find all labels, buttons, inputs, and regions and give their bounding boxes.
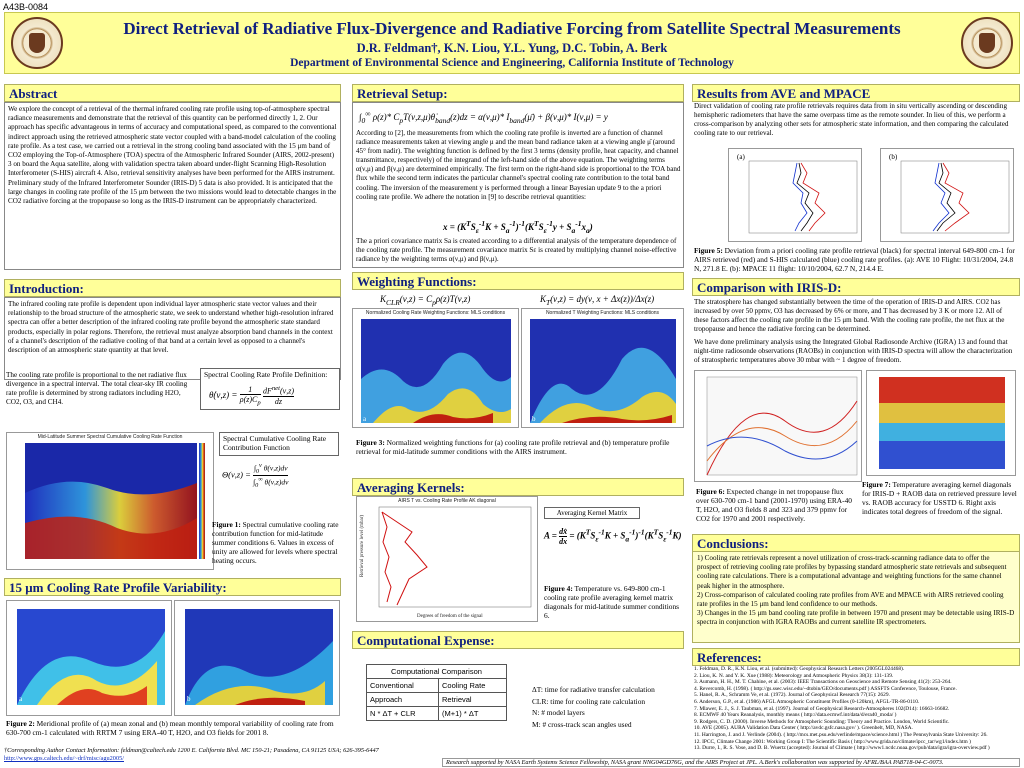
figure-1-heatmap <box>7 433 214 570</box>
figure-3-caption <box>356 438 684 456</box>
figure-3-caption-text: Normalized weighting functions for (a) cooling rate profile retrieval and (b) temperature profile retrieval for mid-latitude summer conditions with the AIRS instrument. <box>356 438 670 456</box>
figure-6-caption <box>696 487 856 523</box>
cooling-rate-definition-label: Spectral Cooling Rate Profile Definition: <box>204 370 328 379</box>
figure-3b-title: Normalized T Weighting Functions: MLS conditions <box>545 310 660 316</box>
figure-5b-lines <box>881 149 1014 242</box>
contact-info: †Corresponding Author Contact Information: feldman@caltech.edu 1200 E. California Blvd. MC 150-21; Pasadena, CA 91125 USA; 626-395-6447 <box>4 747 379 754</box>
averaging-kernel-label: Averaging Kernel Matrix <box>544 507 640 519</box>
computation-note: N: # model layers <box>532 708 585 717</box>
cooling-rate-definition-box <box>200 368 340 410</box>
list-item: 8. ECMWF 40 Years Reanalysis, monthly means ( http://data.ecmwf.int/data/d/era40_moda/ ) <box>694 712 897 719</box>
cumulative-function-equation: Θ(ν,z) = $\frac{\int_0^\nu \thetȧ(\nu,z)d\nu}{\int_0^\infty \thetȧ(\nu,z)d\nu}$ <box>222 462 289 489</box>
iris-text: The stratosphere has changed substantially between the time of the operation of IRIS-D and AIRS. CO2 has increased by over 50 ppmv, O3 has decreased by 6% or more, and T has decreased by 3 K or more 12. All of these factors affect the cooling rate profile in the 15 μm band. With the cooling rate profile, the net flux at the tropopause and hence the radiative forcing can be determined. <box>694 298 1005 334</box>
computation-table-title: Computational Comparison <box>367 665 507 679</box>
temperature-kernel-equation: $K_T(\nu,z) = dy(\nu$, x + Δx(z))/Δx(z) <box>540 294 655 307</box>
retrieval-update-equation: $x = (K^TS_\varepsilon^{-1}K + S_a^{-1})^{-1}(K^TS_\varepsilon^{-1}y + S_a^{-1}x_a)$ <box>443 219 593 235</box>
figure-6-plot <box>694 370 862 482</box>
figure-7-caption <box>862 480 1018 516</box>
figure-5a-plot <box>728 148 862 242</box>
figure-5a-panel-label: (a) <box>737 153 745 161</box>
list-item: 13. Durre, I., R. S. Vose, and D. B. Wuertz (accepted): Journal of Climate ( http://www1.ncdc.noaa.gov/pub/data/igra/igra-overview.pdf ) <box>694 745 990 752</box>
figure-2b-contour <box>175 601 340 716</box>
figure-7-caption-text: Temperature averaging kernel diagonals for IRIS-D + RAOB data on retrieved pressure level vs. RAOB accuracy for USSTD 6. Right axis indicates total degrees of freedom of the signal. <box>862 480 1017 516</box>
figure-3a-plot <box>352 308 519 428</box>
figure-5b-panel-label: (b) <box>889 153 898 161</box>
table-cell: Approach <box>367 693 439 707</box>
list-item: 12. IPCC, Climate Change 2001: Working Group I: The Scientific Basis ( http://www.grida.no/climate/ipcc_tar/wg1/index.htm ) <box>694 738 971 745</box>
footer-contact <box>4 747 440 763</box>
figure-4-caption-label: Figure 4: <box>544 584 573 593</box>
list-item: 5. Hanel, R. A., Schramm Ve, et al. (1972). Journal of Geophysical Research 77(15): 2629. <box>694 692 890 699</box>
iris-text-2: We have done preliminary analysis using the Integrated Global Radiosonde Archive (IGRA) 13 and found that night-time radiosonde observations (RAOBs) in conjunction with IRIS-D spectra will allow the characterization of stratospheric temperatures above 30 mbar with ~ 1 degree of freedom. <box>694 338 1013 365</box>
poster-department: Department of Environmental Science and Engineering, California Institute of Technology <box>290 57 734 69</box>
figure-2-caption <box>6 719 340 737</box>
table-cell: Conventional <box>367 679 439 693</box>
kernels-heading: Averaging Kernels: <box>352 478 684 496</box>
list-item: 3. Aumann, H. H., M. T. Chahine, et al. (2003): IEEE Transactions on Geoscience and Remote Sensing 41(2): 253-264. <box>694 679 952 686</box>
figure-6-contour <box>695 371 862 482</box>
figure-2b-panel-label: b <box>187 695 191 703</box>
cooling-rate-kernel-equation: $K_{CLR}(\nu,z) = C_p\rho(z)T(\nu,z)$ <box>380 294 471 307</box>
computation-note: M: # cross-track scan angles used <box>532 719 632 729</box>
retrieval-main-equation: $\int_0^\infty$ ρ(z)* $C_pT(\nu,z,\mu)\thetȧ_{band}(z)dz = \alpha(\nu,\mu)*$ $I_{band}(\mū) + \beta(\nu,\mu)*$ I(ν,μ) = y <box>359 109 608 125</box>
cumulative-function-label: Spectral Cumulative Cooling Rate Contribution Function <box>219 432 339 456</box>
figure-4-ylabel: Retrieval pressure level (mbar) <box>360 514 365 577</box>
figure-2-caption-label: Figure 2: <box>6 719 35 728</box>
figure-5-caption-label: Figure 5: <box>694 246 723 255</box>
references-list <box>694 666 1020 754</box>
list-item: 6. Anderson, G.P., et al. (1986) AFGL Atmospheric Constituent Profiles (0-120km), AFGL-TR-86-0110. <box>694 698 920 705</box>
figure-4-caption <box>544 584 684 620</box>
retrieval-box <box>352 102 684 268</box>
list-item: 2) Cross-comparison of calculated cooling rate profiles from AVE and MPACE with AIRS retrieved cooling rate profiles in the 15 μm band lend confidence to our methods. <box>697 590 1004 609</box>
figure-4-xlabel: Degrees of freedom of the signal <box>417 614 483 619</box>
figure-2a-panel-label: a <box>19 695 23 703</box>
figure-2-caption-text: Meridional profile of (a) mean zonal and (b) mean monthly temporal variability of cooling rate from 630-700 cm-1 calculated with RRTM 7 using ERA-40 T, H2O, and O3 fields for 2001 8. <box>6 719 334 737</box>
computation-notes <box>532 684 684 730</box>
list-item: 1. Feldman, D. R., K.N. Liou, et al. (submitted): Geophysical Research Letters (2005GL024468). <box>694 666 905 672</box>
figure-2b-plot <box>174 600 340 716</box>
list-item: 9. Rodgers, C. D. (2000). Inverse Methods for Atmospheric Sounding: Theory and Practice. London, World Scientific. <box>694 718 950 725</box>
variability-heading: 15 μm Cooling Rate Profile Variability: <box>4 578 341 596</box>
computation-note: ΔT: time for radiative transfer calculation <box>532 685 655 694</box>
table-cell: N * ΔT + CLR <box>367 707 439 721</box>
results-text: Direct validation of cooling rate profile retrievals requires data from in situ vertically ascending or descending hemispheric radiometers that have the same overpass time as the remote sounder. In lieu of this, we perform a cross-comparison by analyzing other sets for atmospheric state information, and then comparing the calculated cooling rate to our retrieval. <box>694 102 1009 138</box>
figure-3a-heatmap <box>353 309 519 428</box>
figure-2a-contour <box>7 601 172 716</box>
figure-4-lines <box>357 497 538 622</box>
figure-1-caption-label: Figure 1: <box>212 520 241 529</box>
retrieval-heading: Retrieval Setup: <box>352 84 684 102</box>
figure-6-caption-text: Expected change in net tropopause flux over 630-700 cm-1 band (2001-1970) using ERA-40 T, H2O, and O3 fields 8 and 323 and 379 ppmv for CO2 for 1970 and 2001 respectively. <box>696 487 852 523</box>
figure-4-caption-text: Temperature vs. 649-800 cm-1 cooling rate profile averaging kernel matrix diagonals for mid-latitude summer conditions 6. <box>544 584 680 620</box>
table-cell: Cooling Rate <box>439 679 507 693</box>
figure-1-title: Mid-Latitude Summer Spectral Cumulative Cooling Rate Function <box>37 434 183 440</box>
weighting-heading: Weighting Functions: <box>352 272 684 290</box>
list-item: 3) Changes in the 15 μm band cooling rate profile in between 1970 and present may be detectable using IRIS-D spectra in conjunction with IGRA RAOBs and current satellite IR spectrometers. <box>697 609 1015 627</box>
figure-1-caption <box>212 520 340 565</box>
retrieval-text-2: The a priori covariance matrix Sa is created according to a differential analysis of the temperature dependence of the cooling rate profile. The measurement covariance matrix Sε is created by multiplying channel noise-effective radiance by the weighting terms α(ν,μ) and β(ν,μ). <box>356 237 677 264</box>
list-item: 2. Liou, K. N. and Y. K. Xue (1988): Meteorology and Atmospheric Physics 38(3): 131-139. <box>694 672 894 679</box>
figure-2a-plot <box>6 600 172 716</box>
figure-7-plot <box>866 370 1016 476</box>
poster-authors: D.R. Feldman†, K.N. Liou, Y.L. Yung, D.C. Tobin, A. Berk <box>356 41 668 55</box>
list-item: 11. Harrington, J. and J. Verlinde (2004). ( http://mcs.met.psu.edu/verlinde/mpace/science.html ) The Pennsylvania State University: 26. <box>694 731 988 738</box>
iris-heading: Comparison with IRIS-D: <box>692 278 1020 296</box>
figure-1-caption-text: Spectral cumulative cooling rate contribution function for mid-latitude summer conditions 6. Values in excess of unity are allowed for levels where spectral heating occurs. <box>212 520 339 565</box>
abstract-text: We explore the concept of a retrieval of the thermal infrared cooling rate profile using top-of-atmosphere spectral radiance measurements and demonstrate that the retrieval of this quantity can be performed directly 1, 2. Our approach has specific advantageous in terms of accuracy and computational speed, as compared to the conventional indirect approach using the retrieved atmospheric state vector coupled with a band-model calculation of the cooling rate profile. As a test case, we carried out a retrieval in the strong cooling band associated with the 15 μm band of CO2 employing the Top-of-Atmosphere (TOA) spectra of the Atmospheric Infrared Sounder (AIRS, 2002-present) 3 on board the Aqua satellite, along with validation spectra taken aboard under-flight Scanning High-Resolution Interferometer (S-HIS) aircraft 4. Also, retrieval sensitivity analyses have been performed for the AIRS instrument. Preliminary study of the Infrared Interferometer Sounder (IRIS-D) 5 data is also provided. It is anticipated that the large changes in cooling rate profile of the 15 μm between the two missions would lead to detectable changes in the CO2 radiative forcing at the tropopause so long as the IRIS-D instrument can be appropriately characterized. <box>4 102 341 270</box>
computation-note: CLR: time for cooling rate calculation <box>532 696 646 706</box>
funding-note: Research supported by NASA Earth Systems Science Fellowship, NASA grant NNG04GD76G, and the AIRS Project at JPL. A.Berk's collaboration was supported by AFRL/BAA PA8718-04-C-0073. <box>442 758 1020 767</box>
averaging-kernel-equation: A = $\frac{dx̂}{dx}$ = $(K^TS_\varepsilon^{-1}K + S_a^{-1})^{-1}(K^TS_\varepsilon^{-1}K)$ <box>544 527 682 546</box>
list-item: 4. Revercomb, H. (1998). ( http://gs.ssec.wisc.edu/~dtobin/GEO/documents.pdf ) ASSFTS Conference, Toulouse, France. <box>694 685 957 692</box>
references-heading: References: <box>692 648 1020 666</box>
computation-table <box>366 664 507 721</box>
poster-id: A43B-0084 <box>3 2 49 12</box>
poster-title: Direct Retrieval of Radiative Flux-Divergence and Radiative Forcing from Satellite Spectral Measurements <box>123 19 901 38</box>
conclusions-heading: Conclusions: <box>692 534 1020 552</box>
poster-url-link[interactable]: http://www.gps.caltech.edu/~drf/misc/agu2005/ <box>4 755 124 762</box>
list-item: 1) Cooling rate retrievals represent a novel utilization of cross-track-scanning radiance data to offer the prospect of retrieving cooling rate profiles by bypassing standard atmospheric state retrievals and subsequent cooling rate calculations. There is a computational advantage and weighting functions for the same channel peak higher in the atmosphere. <box>697 554 1007 590</box>
retrieval-text: According to [2], the measurements from which the cooling rate profile is inverted are a function of channel radiance measurements taken at viewing angle μ and the mean band radiance taken at a viewing angle μ̄ (around 45° from nadir). The weighting function is defined by the first 3 terms (density profile, heat capacity, and channel transmittance, respectively) of the integrand of the left-hand side of the above equation. The weighting terms α(ν,μ) and β(ν,μ) are determined empirically. The first term on the right-hand side is proportional to the TOA band flux while the second term indicates the particular channel's spectral cooling rate contribution to the total band cooling. The inversion of the measurement y is performed through a linear Bayesian update 9 to the a priori cooling rate profile. We adhere the notation in [9] to describe retrieval quantities: <box>356 129 681 201</box>
table-cell: (M+1) * ΔT <box>439 707 507 721</box>
figure-6-caption-label: Figure 6: <box>696 487 725 496</box>
figure-5b-plot <box>880 148 1014 242</box>
intro-text: The infrared cooling rate profile is dependent upon individual layer atmospheric state vector values and their relationship to the broad structure of the atmospheric state, we seek to understand whether high-resolution infrared spectra can offer a better description of the infrared cooling rate profile beyond the atmospheric state standard products, especially in polar regions. Therefore, the retrieval must analyze absorption band channels in the context of a channel's description of the radiative cooling of that band at a certain level as opposed to a channel's description of an atmospheric state quantity at that level. <box>4 297 341 380</box>
figure-7-caption-label: Figure 7: <box>862 480 891 489</box>
figure-5a-lines <box>729 149 862 242</box>
figure-5-caption-text: Deviation from a priori cooling rate profile retrieval (black) for spectral interval 649-800 cm-1 for AIRS retrieved (red) and S-HIS calculated (blue) cooling rate profiles. (a): AVE 10 Flight: 10/31/2004, 24.8 N, 271.8 E. (b): MPACE 11 flight: 10/10/2004, 62.7 N, 214.4 E. <box>694 246 1015 273</box>
left-column <box>4 84 341 380</box>
title-banner <box>4 12 1020 74</box>
results-heading: Results from AVE and MPACE <box>692 84 1020 102</box>
figure-3b-plot <box>521 308 684 428</box>
figure-3a-title: Normalized Cooling Rate Weighting Functions: MLS conditions <box>365 310 506 316</box>
figure-4-plot <box>356 496 538 622</box>
caltech-seal-right <box>961 17 1013 69</box>
figure-1-plot <box>6 432 214 570</box>
abstract-heading: Abstract <box>4 84 341 102</box>
figure-7-heatmap <box>867 371 1016 476</box>
figure-3-caption-label: Figure 3: <box>356 438 385 447</box>
conclusions-list <box>692 551 1020 643</box>
table-cell: Retrieval <box>439 693 507 707</box>
figure-3b-panel-label: b <box>532 415 536 423</box>
computation-heading: Computational Expense: <box>352 631 684 649</box>
figure-3b-heatmap <box>522 309 684 428</box>
list-item: 7. Mlawer, E. J., S. J. Taubman, et al. (1997). Journal of Geophysical Research-Atmospheres 102(D14): 16663-16682. <box>694 705 950 712</box>
list-item: 10. AVE (2005). AURA Validation Data Center ( http://avdc.gsfc.nasa.gov/ ). Greenbelt, MD, NASA. <box>694 725 913 732</box>
figure-4-title: AIRS T vs. Cooling Rate Profile AK diagonal <box>398 498 496 504</box>
cooling-rate-equation: θ̇(ν,z) = $\frac{1}{\rho(z)C_p}$ $dF^{net}(\nu,z)$ dz <box>209 385 294 407</box>
intro-note: The cooling rate profile is proportional to the net radiative flux divergence in a spectral interval. The total clear-sky IR cooling rate profile is determined by strong radiators including H2O, CO2, O3, and CH4. <box>6 371 188 406</box>
figure-5-caption <box>694 246 1018 273</box>
intro-heading: Introduction: <box>4 279 341 297</box>
figure-3a-panel-label: a <box>363 415 367 423</box>
